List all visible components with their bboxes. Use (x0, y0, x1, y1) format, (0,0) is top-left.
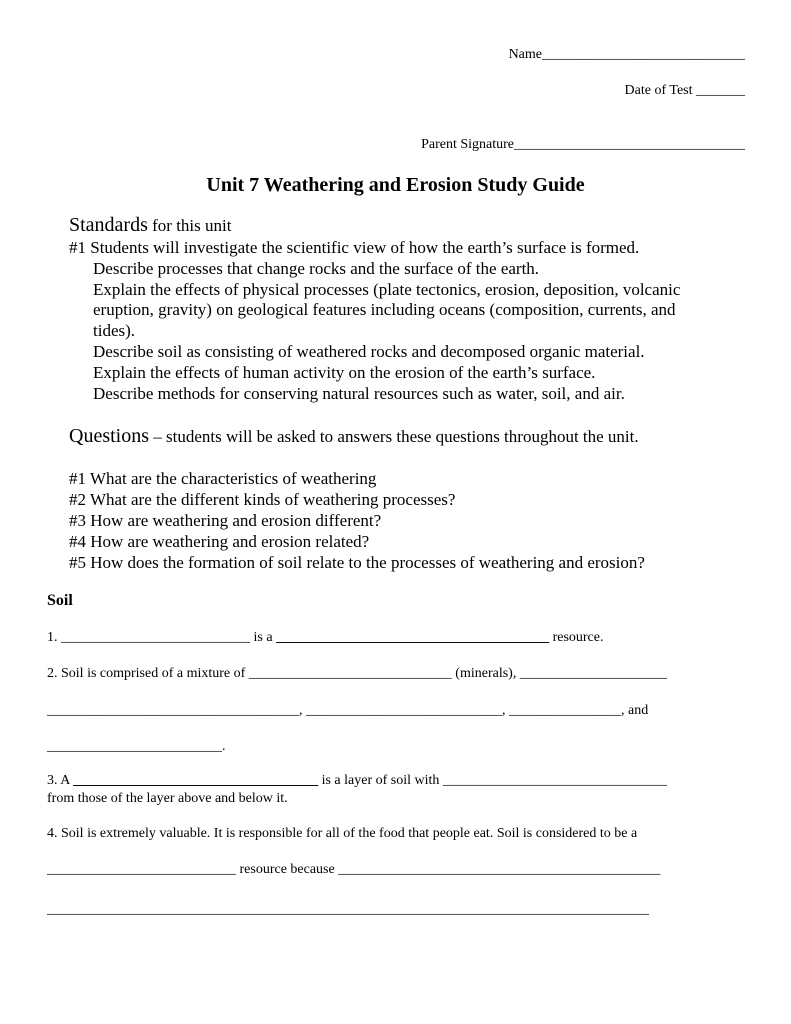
standard-item: #1 Students will investigate the scientific view of how the earth’s surface is formed. (69, 238, 640, 257)
soil-question-2-line3[interactable]: _________________________. (47, 739, 226, 754)
soil-question-4-line3[interactable]: ______________________________________________________________________________________ (47, 902, 649, 917)
standard-item: Explain the effects of physical processes (plate tectonics, erosion, deposition, volcanic (93, 280, 681, 299)
questions-intro: – students will be asked to answers these questions throughout the unit. (149, 427, 639, 446)
question-item: #5 How does the formation of soil relate to the processes of weathering and erosion? (69, 553, 645, 572)
soil-question-2-line1[interactable]: 2. Soil is comprised of a mixture of _____________________________ (minerals), _____________________ (47, 666, 667, 681)
date-of-test-field[interactable]: Date of Test _______ (624, 83, 745, 98)
soil-question-4-line2[interactable]: ___________________________ resource because ______________________________________________ (47, 862, 661, 877)
soil-question-1 (47, 630, 603, 646)
q3-start: 3. A (47, 773, 74, 788)
q3-blank-a[interactable]: ___________________________________ (73, 773, 319, 788)
question-item: #3 How are weathering and erosion different? (69, 511, 382, 530)
questions-heading-line (69, 426, 639, 448)
q1-blank-b[interactable]: _______________________________________ (276, 630, 550, 645)
standards-heading: Standards (69, 214, 148, 236)
q3-blank-b[interactable]: is a layer of soil with ________________________________ (318, 773, 667, 788)
soil-question-4-line1: 4. Soil is extremely valuable. It is responsible for all of the food that people eat. Soil is considered to be a (47, 826, 638, 841)
name-field[interactable]: Name_____________________________ (508, 47, 745, 62)
parent-signature-field[interactable]: Parent Signature_________________________________ (421, 137, 745, 152)
page-title: Unit 7 Weathering and Erosion Study Guide (206, 174, 585, 196)
questions-heading: Questions (69, 425, 149, 447)
standard-item: Describe soil as consisting of weathered rocks and decomposed organic material. (93, 342, 645, 361)
standard-item: eruption, gravity) on geological features including oceans (composition, currents, and (93, 300, 676, 319)
standard-item: Explain the effects of human activity on the erosion of the earth’s surface. (93, 363, 596, 382)
question-item: #4 How are weathering and erosion related? (69, 532, 370, 551)
soil-heading: Soil (47, 592, 73, 609)
standards-heading-line (69, 215, 231, 237)
standard-item: tides). (93, 321, 136, 340)
question-item: #2 What are the different kinds of weathering processes? (69, 490, 456, 509)
standard-item: Describe methods for conserving natural resources such as water, soil, and air. (93, 384, 625, 403)
standards-heading-suffix: for this unit (147, 216, 232, 235)
soil-question-3-line2: from those of the layer above and below it. (47, 791, 288, 806)
soil-question-3 (47, 773, 667, 789)
soil-question-2-line2[interactable]: ____________________________________, ____________________________, ________________, and (47, 703, 649, 718)
standard-item: Describe processes that change rocks and the surface of the earth. (93, 259, 540, 278)
q1-end: resource. (549, 630, 604, 645)
q1-blank-a[interactable]: 1. ___________________________ is a (47, 630, 277, 645)
question-item: #1 What are the characteristics of weathering (69, 469, 377, 488)
